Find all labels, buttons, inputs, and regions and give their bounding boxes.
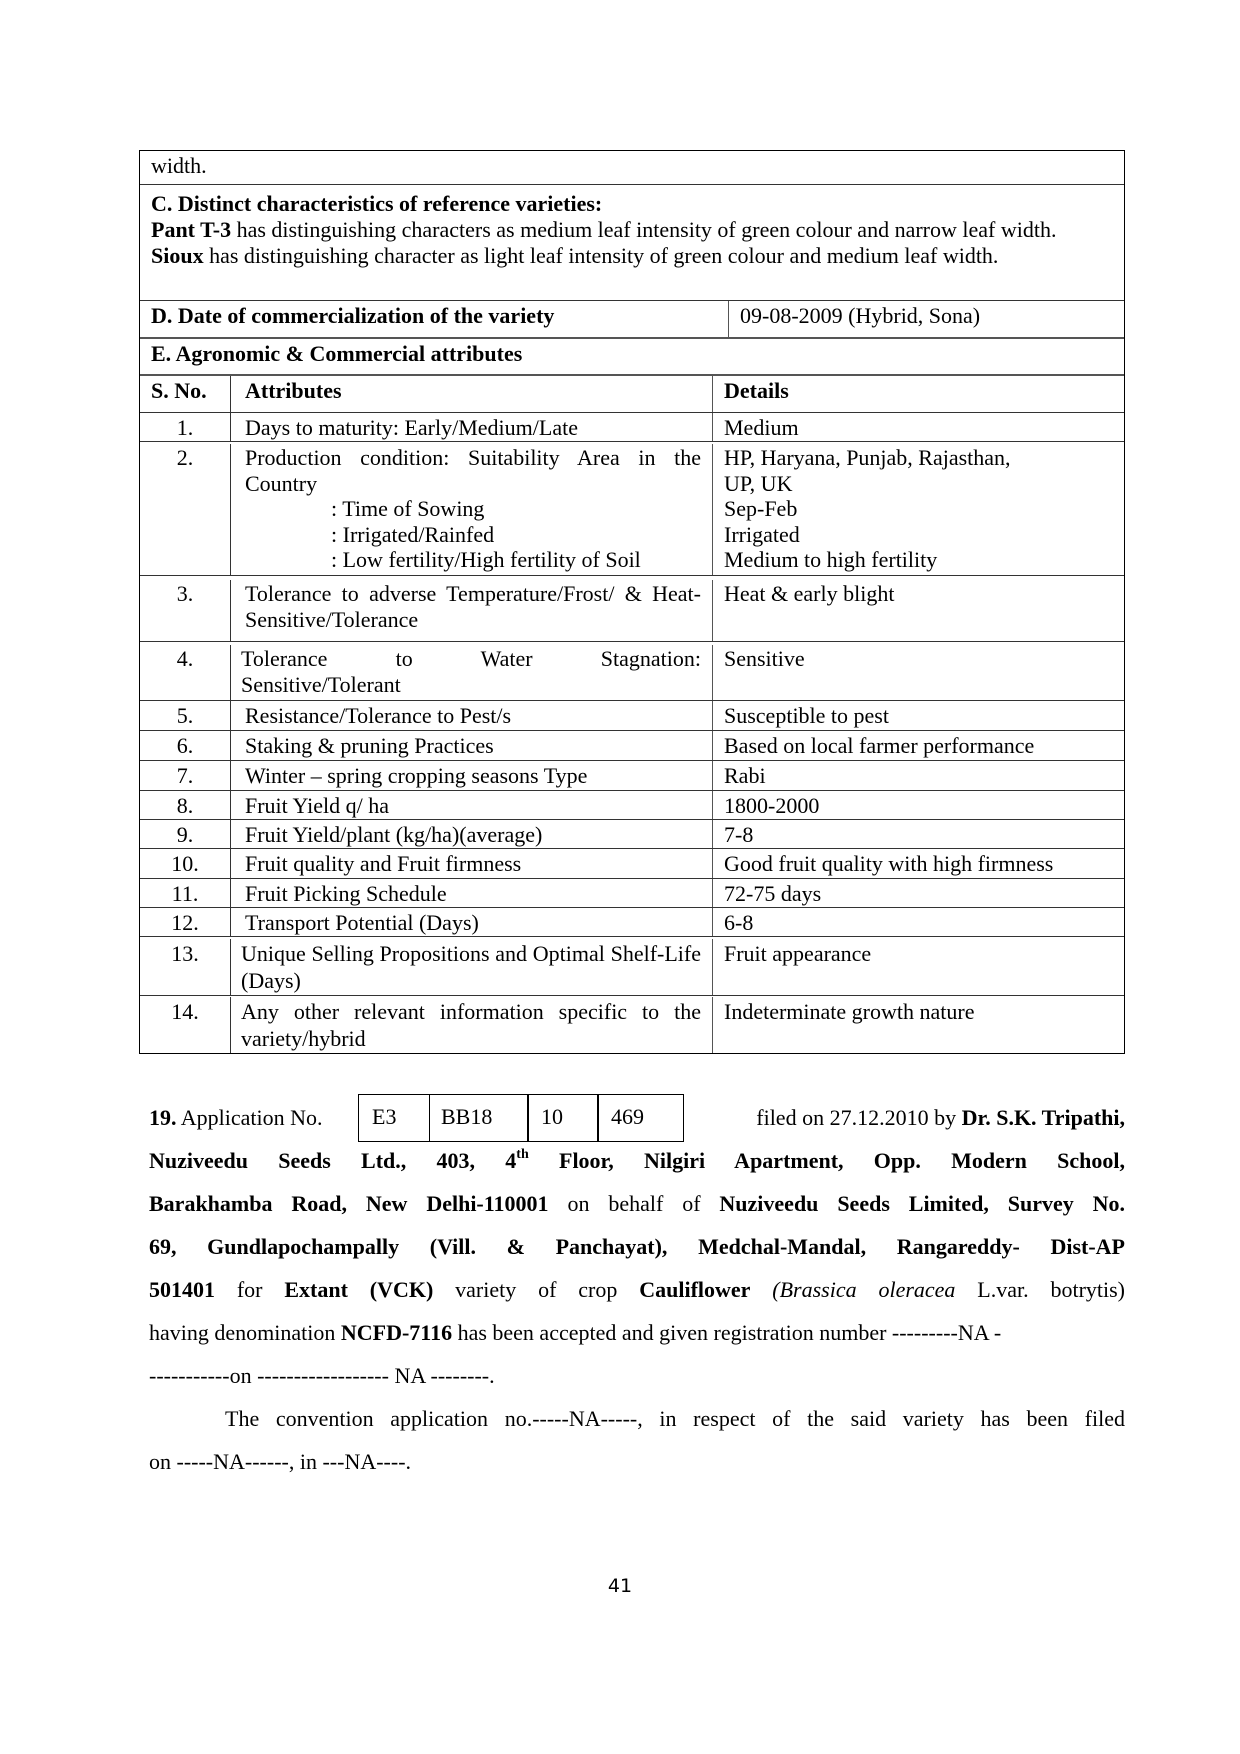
attribute-line-1: Tolerance to Water Stagnation: — [241, 646, 701, 671]
page-number: 41 — [607, 1575, 633, 1597]
reference-variety-sioux — [151, 243, 1113, 269]
row-detail: Susceptible to pest — [724, 703, 889, 728]
convention-text: The convention application no.-----NA-----, in respect of the said variety has been filed — [225, 1406, 1125, 1431]
convention-date-text: on -----NA------, in ---NA----. — [149, 1449, 412, 1474]
box-value: BB18 — [441, 1104, 493, 1129]
applicant-name: Dr. S.K. Tripathi, — [961, 1105, 1125, 1130]
table-row — [140, 412, 1124, 441]
application-line-3 — [149, 1189, 1125, 1219]
row-attribute: Fruit Picking Schedule — [231, 879, 713, 907]
variety-description: has distinguishing characters as medium leaf intensity of green colour and narrow leaf width. — [231, 217, 1057, 242]
connector-text: for — [215, 1277, 285, 1302]
table-row — [140, 848, 1124, 878]
sub-attribute-soil-fertility: : Low fertility/High fertility of Soil — [331, 547, 641, 572]
section-d-commercialization-date — [140, 300, 1124, 337]
filed-by-text — [706, 1103, 1125, 1133]
sub-detail-time-of-sowing: Sep-Feb — [724, 496, 798, 521]
box-value: 10 — [541, 1104, 563, 1129]
application-line-4 — [149, 1232, 1125, 1262]
continuation-text: width. — [151, 153, 207, 178]
row-sno: 7. — [140, 761, 231, 790]
row-detail: Heat & early blight — [724, 581, 895, 606]
row-sno: 13. — [140, 939, 231, 995]
row-detail: 1800-2000 — [724, 793, 820, 818]
row-sno: 1. — [140, 413, 231, 441]
registration-date-text: -----------on ------------------ NA --------. — [149, 1363, 495, 1388]
sub-attribute-irrigation: : Irrigated/Rainfed — [331, 521, 495, 547]
row-attribute: Days to maturity: Early/Medium/Late — [231, 413, 713, 441]
row-sno: 4. — [140, 645, 231, 700]
company-name: Nuziveedu Seeds Limited, Survey No. — [719, 1191, 1126, 1216]
application-line-7 — [149, 1361, 1125, 1391]
row-detail: 72-75 days — [724, 881, 822, 906]
table-header-row — [140, 374, 1124, 412]
row-detail: 6-8 — [724, 910, 754, 935]
pin-code: 501401 — [149, 1277, 215, 1302]
registration-text: has been accepted and given registration number ---------NA - — [452, 1320, 1002, 1345]
variety-attributes-table — [139, 150, 1125, 1054]
row-attribute: Unique Selling Propositions and Optimal Shelf-Life (Days) — [231, 939, 713, 995]
row-attribute: Transport Potential (Days) — [231, 908, 713, 936]
table-row — [140, 730, 1124, 760]
application-line-5 — [149, 1275, 1125, 1305]
row-sno: 5. — [140, 701, 231, 730]
address-part: Floor, Nilgiri Apartment, Opp. Modern School, — [528, 1148, 1125, 1173]
application-no-label: Application No. — [176, 1105, 323, 1130]
row-attribute: Winter – spring cropping seasons Type — [231, 761, 713, 790]
row-detail: Good fruit quality with high firmness — [724, 851, 1054, 876]
row-detail: Sensitive — [724, 646, 805, 671]
item-number: 19. — [149, 1105, 177, 1130]
table-row — [140, 575, 1124, 641]
section-d-value: 09-08-2009 (Hybrid, Sona) — [740, 303, 981, 328]
box-value: 469 — [611, 1104, 644, 1129]
sub-attribute-time-of-sowing: : Time of Sowing — [331, 496, 485, 521]
row-detail: Fruit appearance — [724, 941, 872, 966]
table-row — [140, 700, 1124, 730]
row-attribute: Resistance/Tolerance to Pest/s — [231, 701, 713, 730]
section-d-label: D. Date of commercialization of the variety — [140, 301, 729, 337]
table-row — [140, 441, 1124, 575]
column-header-details: Details — [724, 378, 789, 403]
application-line-2 — [149, 1146, 1125, 1176]
reference-variety-pant-t3 — [151, 217, 1113, 243]
attribute-text: Production condition: Suitability Area in the Country — [245, 445, 701, 496]
row-attribute: Fruit Yield q/ ha — [231, 791, 713, 819]
box-value: E3 — [372, 1104, 397, 1129]
variety-name: Pant T-3 — [151, 217, 232, 242]
table-row — [140, 878, 1124, 907]
species-variety: L.var. botrytis) — [955, 1277, 1126, 1302]
row-sno: 9. — [140, 820, 231, 848]
address-part: Nuziveedu Seeds Ltd., 403, 4 — [149, 1148, 517, 1173]
column-header-attributes: Attributes — [231, 376, 713, 412]
application-line-6 — [149, 1318, 1125, 1348]
row-detail: Based on local farmer performance — [724, 733, 1035, 758]
convention-line-2 — [149, 1447, 1125, 1477]
column-header-sno: S. No. — [140, 376, 231, 412]
variety-name: Sioux — [151, 243, 204, 268]
row-attribute: Fruit Yield/plant (kg/ha)(average) — [231, 820, 713, 848]
table-row — [140, 907, 1124, 936]
row-sno: 8. — [140, 791, 231, 819]
attribute-line-2: Sensitive/Tolerant — [241, 672, 401, 697]
section-e-heading: E. Agronomic & Commercial attributes — [140, 337, 1124, 374]
variety-description: has distinguishing character as light leaf intensity of green colour and medium leaf width. — [203, 243, 999, 268]
filed-date-text: filed on 27.12.2010 by — [756, 1105, 962, 1130]
denomination-value: NCFD-7116 — [340, 1320, 453, 1345]
application-no-box-2 — [428, 1094, 529, 1142]
row-detail: Rabi — [724, 763, 766, 788]
row-detail: Medium — [724, 415, 799, 440]
table-row — [140, 936, 1124, 995]
table-row — [140, 995, 1124, 1053]
row-sno: 2. — [140, 444, 231, 575]
table-row — [140, 641, 1124, 700]
row-attribute — [231, 645, 713, 700]
row-attribute — [231, 444, 713, 575]
table-row — [140, 790, 1124, 819]
connector-text: variety of crop — [433, 1277, 640, 1302]
on-behalf-text: on behalf of — [548, 1191, 720, 1216]
row-detail: 7-8 — [724, 822, 754, 847]
application-no-box-3 — [527, 1094, 599, 1142]
continuation-row — [140, 151, 1124, 184]
row-sno: 10. — [140, 849, 231, 878]
application-no-box-4 — [597, 1094, 684, 1142]
row-attribute: Tolerance to adverse Temperature/Frost/ & Heat- Sensitive/Tolerance — [231, 580, 713, 641]
sub-detail-irrigation: Irrigated — [724, 521, 800, 547]
section-c-reference-varieties — [140, 184, 1124, 300]
variety-type: Extant (VCK) — [284, 1277, 434, 1302]
detail-text: HP, Haryana, Punjab, Rajasthan, UP, UK — [724, 445, 1011, 496]
row-detail: Indeterminate growth nature — [724, 999, 975, 1024]
sub-detail-soil-fertility: Medium to high fertility — [724, 547, 938, 572]
table-row — [140, 760, 1124, 790]
address-city: Barakhamba Road, New Delhi-110001 — [149, 1191, 549, 1216]
row-sno: 6. — [140, 731, 231, 760]
row-attribute: Any other relevant information specific to the variety/hybrid — [231, 997, 713, 1053]
row-attribute: Fruit quality and Fruit firmness — [231, 849, 713, 878]
row-sno: 14. — [140, 997, 231, 1053]
species-name: (Brassica oleracea — [772, 1277, 956, 1302]
row-sno: 12. — [140, 908, 231, 936]
crop-name: Cauliflower — [639, 1277, 751, 1302]
convention-line-1 — [225, 1404, 1125, 1434]
ordinal-superscript: th — [516, 1146, 529, 1162]
application-no-box-1 — [358, 1094, 430, 1142]
table-row — [140, 819, 1124, 848]
row-attribute: Staking & pruning Practices — [231, 731, 713, 760]
company-address: 69, Gundlapochampally (Vill. & Panchayat), Medchal-Mandal, Rangareddy- Dist-AP — [149, 1234, 1125, 1259]
denomination-label: having denomination — [149, 1320, 341, 1345]
row-detail — [713, 444, 1124, 575]
row-sno: 11. — [140, 879, 231, 907]
section-c-heading: C. Distinct characteristics of reference varieties: — [151, 191, 603, 216]
row-sno: 3. — [140, 580, 231, 641]
